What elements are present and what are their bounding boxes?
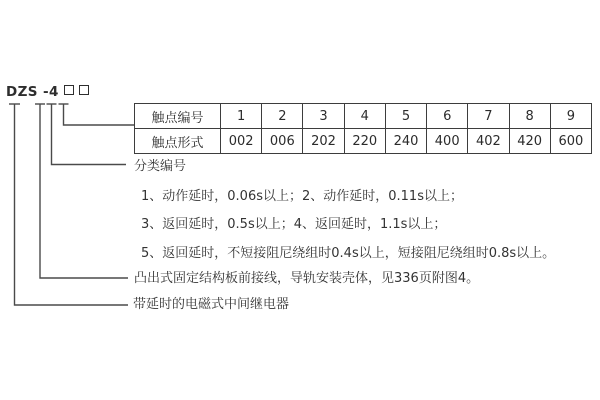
classification-note-3: 5、返回延时，不短接阻尼绕组时0.4s以上，短接阻尼绕组时0.8s以上。 [141,246,556,261]
contact-form-header: 触点形式 [135,129,221,154]
contact-form-cell: 402 [468,129,509,154]
contact-form-row [135,129,592,154]
contact-form-cell: 240 [385,129,426,154]
contact-number-cell: 9 [550,104,591,129]
contact-form-cell: 600 [550,129,591,154]
contact-number-row [135,104,592,129]
classification-label: 分类编号 [134,159,187,174]
contact-form-cell: 202 [303,129,344,154]
contact-table [134,103,592,154]
contact-number-cell: 1 [221,104,262,129]
contact-form-cell: 400 [427,129,468,154]
contact-number-cell: 5 [385,104,426,129]
classification-note-1: 1、动作延时，0.06s以上；2、动作延时，0.11s以上； [141,189,463,204]
contact-number-cell: 3 [303,104,344,129]
contact-number-cell: 7 [468,104,509,129]
contact-number-cell: 4 [344,104,385,129]
contact-form-cell: 006 [262,129,303,154]
contact-number-cell: 6 [427,104,468,129]
model-text: DZS -4 [6,84,59,100]
relay-type-label: 带延时的电磁式中间继电器 [133,297,290,312]
contact-form-cell: 220 [344,129,385,154]
contact-form-cell: 420 [509,129,550,154]
contact-form-cell: 002 [221,129,262,154]
contact-number-cell: 8 [509,104,550,129]
contact-number-header: 触点编号 [135,104,221,129]
classification-note-2: 3、返回延时，0.5s以上；4、返回延时，1.1s以上； [141,217,447,232]
mounting-description-label: 凸出式固定结构板前接线，导轨安装壳体，见336页附图4。 [134,271,480,286]
contact-number-cell: 2 [262,104,303,129]
